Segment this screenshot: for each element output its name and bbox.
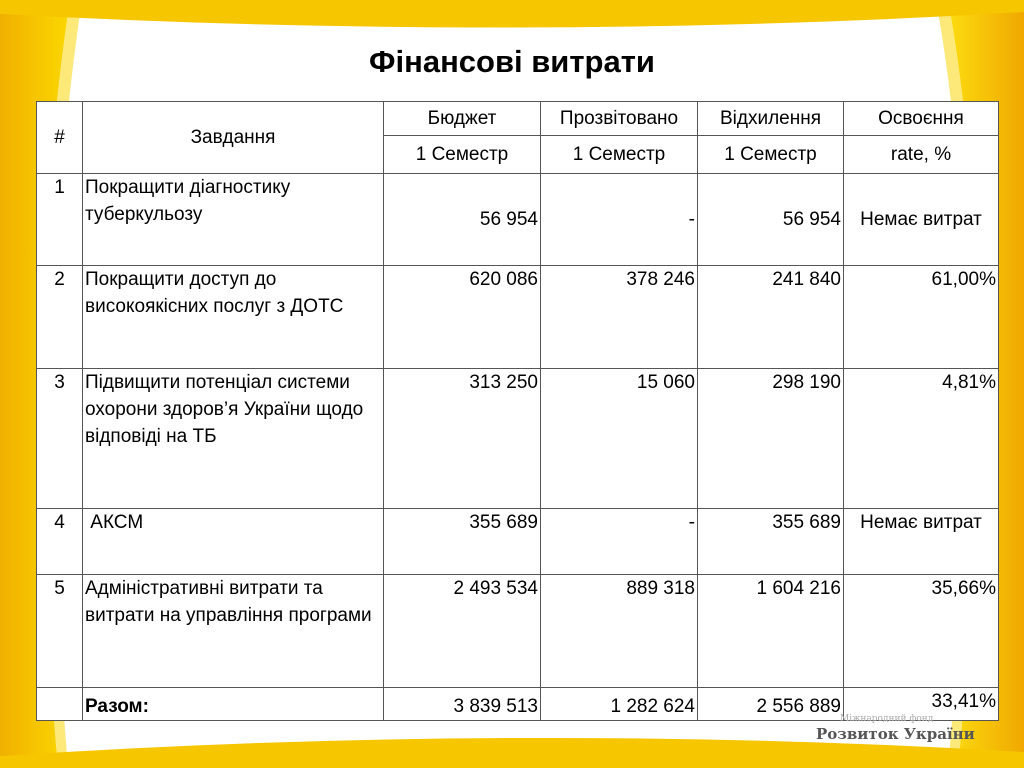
header-budget: Бюджет: [384, 102, 541, 136]
table-row: [37, 509, 999, 575]
organization-logo: [812, 714, 975, 748]
row-deviation: 355 689: [698, 509, 844, 575]
row-deviation: 298 190: [698, 369, 844, 509]
row-number: 2: [37, 266, 83, 369]
logo-text: Розвиток України: [816, 725, 975, 743]
finance-table: [36, 101, 999, 721]
row-task: Покращити діагностику туберкульозу: [83, 174, 384, 266]
header-budget-sub: 1 Семестр: [384, 136, 541, 174]
row-task: Адміністративні витрати та витрати на управління програми: [83, 575, 384, 688]
header-utilization: Освоєння: [844, 102, 999, 136]
header-num: #: [37, 102, 83, 174]
row-task: Підвищити потенціал системи охорони здоров’я України щодо відповіді на ТБ: [83, 369, 384, 509]
row-reported: 889 318: [541, 575, 698, 688]
table-row: [37, 575, 999, 688]
row-number: 5: [37, 575, 83, 688]
header-reported-sub: 1 Семестр: [541, 136, 698, 174]
total-deviation: 2 556 889: [698, 688, 844, 721]
row-rate: 4,81%: [844, 369, 999, 509]
row-task: АКСМ: [83, 509, 384, 575]
table-row: [37, 369, 999, 509]
row-number: 1: [37, 174, 83, 266]
row-budget: 2 493 534: [384, 575, 541, 688]
row-deviation: 241 840: [698, 266, 844, 369]
total-budget: 3 839 513: [384, 688, 541, 721]
row-rate: 61,00%: [844, 266, 999, 369]
row-task: Покращити доступ до високоякісних послуг з ДОТС: [83, 266, 384, 369]
header-utilization-sub: rate, %: [844, 136, 999, 174]
table-row: [37, 174, 999, 266]
header-row: [37, 102, 999, 136]
row-rate: Немає витрат: [844, 509, 999, 575]
row-reported: 378 246: [541, 266, 698, 369]
total-number: [37, 688, 83, 721]
logo-small-text: Міжнародний фонд: [840, 714, 934, 724]
row-deviation: 1 604 216: [698, 575, 844, 688]
row-reported: 15 060: [541, 369, 698, 509]
row-budget: 313 250: [384, 369, 541, 509]
row-reported: -: [541, 174, 698, 266]
header-deviation-sub: 1 Семестр: [698, 136, 844, 174]
row-budget: 56 954: [384, 174, 541, 266]
row-budget: 355 689: [384, 509, 541, 575]
header-deviation: Відхилення: [698, 102, 844, 136]
row-number: 3: [37, 369, 83, 509]
header-reported: Прозвітовано: [541, 102, 698, 136]
row-budget: 620 086: [384, 266, 541, 369]
row-rate: 35,66%: [844, 575, 999, 688]
slide-title: Фінансові витрати: [369, 44, 655, 79]
row-rate: Немає витрат: [844, 174, 999, 266]
total-reported: 1 282 624: [541, 688, 698, 721]
total-rate: 33,41%: [844, 688, 999, 721]
total-label: Разом:: [83, 688, 384, 721]
row-reported: -: [541, 509, 698, 575]
row-deviation: 56 954: [698, 174, 844, 266]
table-row: [37, 266, 999, 369]
row-number: 4: [37, 509, 83, 575]
header-task: Завдання: [83, 102, 384, 174]
